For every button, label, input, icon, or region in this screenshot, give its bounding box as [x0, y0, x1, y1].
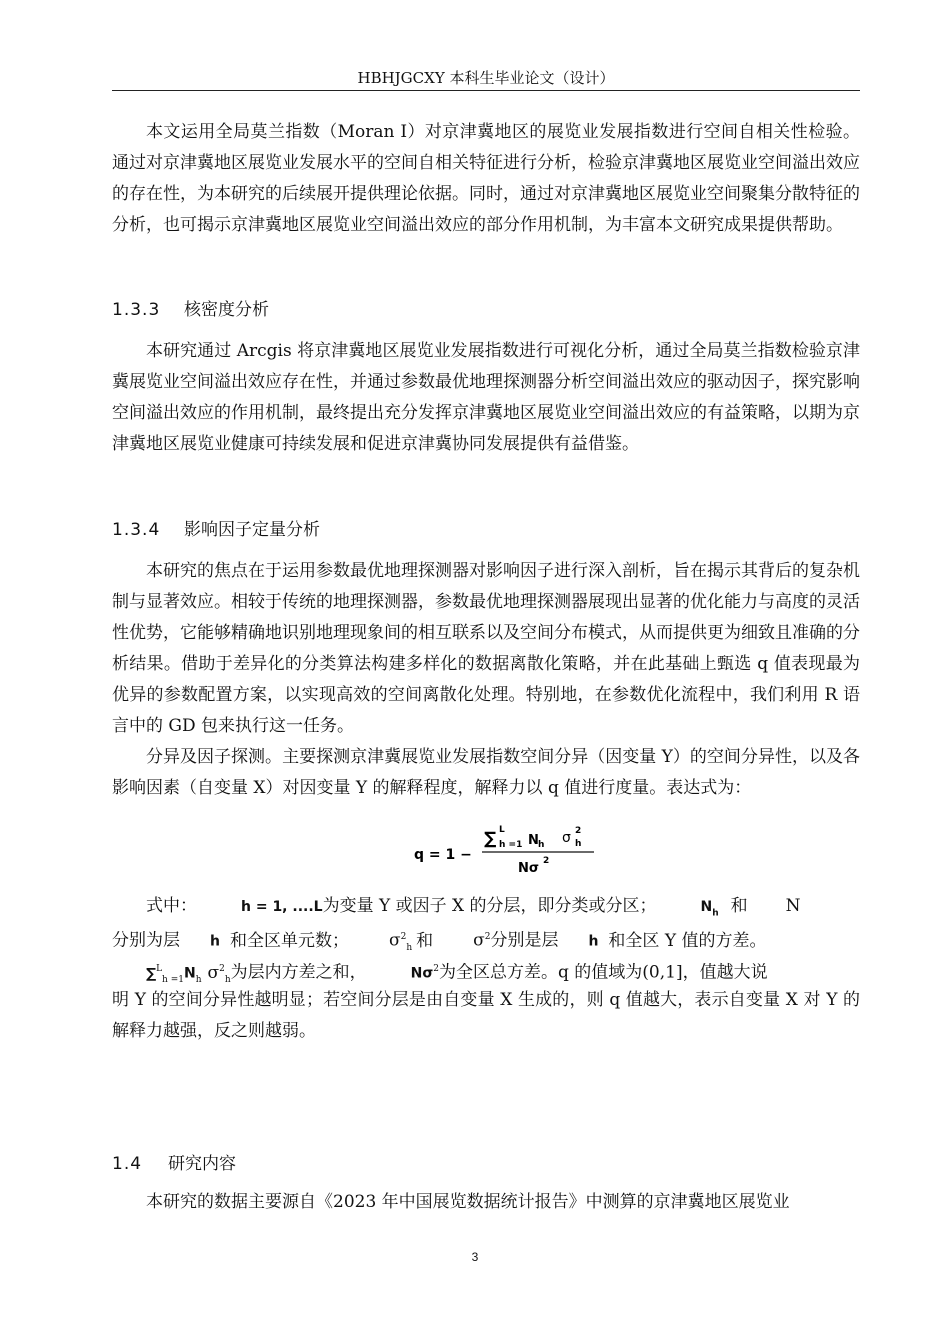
- formula-sum-sub: h =1: [499, 840, 523, 850]
- page-number: 3: [471, 1250, 479, 1264]
- section-title: 核密度分析: [184, 300, 269, 320]
- section-heading-1-3-4: [112, 518, 320, 542]
- sym-h: h: [588, 933, 599, 950]
- sym-n: N: [785, 896, 801, 916]
- sym-h: h: [210, 933, 220, 950]
- where-text: 和全区 Y 值的方差。: [608, 930, 767, 951]
- where-text: 和: [730, 896, 748, 916]
- formula-denominator: Nσ: [518, 861, 540, 876]
- section-1-3-3-block: [112, 336, 860, 460]
- where-text: 和: [416, 930, 434, 951]
- sym-n-sigma-sup: 2: [433, 964, 439, 974]
- intro-paragraph: 本文运用全局莫兰指数（Moran I）对京津冀地区的展览业发展指数进行空间自相关性检验。通过对京津冀地区展览业发展水平的空间自相关特征进行分析，检验京津冀地区展览业空间溢出效应的存在性，为本研究的后续展开提供理论依据。同时，通过对京津冀地区展览业空间聚集分散特征的分析，也可揭示京津冀地区展览业空间溢出效应的部分作用机制，为丰富本文研究成果提供帮助。: [112, 122, 860, 235]
- sym-nh-sub: h: [712, 908, 719, 919]
- formula-n: N: [528, 833, 539, 848]
- sym-sigma-sup: 2: [484, 932, 491, 942]
- sym-sum-sub: h =1: [162, 975, 184, 986]
- formula-sigma-sup: 2: [575, 826, 582, 836]
- section-1-3-4-block: [112, 556, 860, 804]
- section-number: 1.3.3: [112, 300, 161, 320]
- formula-n-sub: h: [538, 840, 545, 850]
- header-rule: [112, 90, 860, 91]
- formula-sum: ∑: [484, 829, 497, 849]
- where-text: 为变量 Y 或因子 X 的分层，即分类或分区；: [322, 896, 657, 916]
- where-text: 为全区总方差。q 的值域为(0,1]，值越大说: [439, 962, 768, 983]
- section-title: 影响因子定量分析: [184, 520, 320, 540]
- section-1-3-4-paragraph-1: 本研究的焦点在于运用参数最优地理探测器对影响因子进行深入剖析，旨在揭示其背后的复杂机制与显著效应。相较于传统的地理探测器，参数最优地理探测器展现出显著的优化能力与高度的灵活性优势，它能够精确地识别地理现象间的相互联系以及空间分布模式，从而提供更为细致且准确的分析结果。借助于差异化的分类算法构建多样化的数据离散化策略，并在此基础上甄选 q 值表现最为优异的参数配置方案，以实现高效的空间离散化处理。特别地，在参数优化流程中，我们利用 R 语言中的 GD 包来执行这一任务。: [112, 561, 860, 736]
- where-text: 和全区单元数；: [229, 930, 349, 951]
- where-text: 分别是层: [490, 930, 559, 951]
- sym-sigma-h: σ: [388, 930, 401, 951]
- sym-sigma-h-sup: 2: [400, 932, 407, 942]
- sym-n-sigma: Nσ: [410, 965, 434, 982]
- sym-sigma-h-sub: h: [406, 943, 413, 954]
- section-1-3-3-paragraph: 本研究通过 Arcgis 将京津冀地区展览业发展指数进行可视化分析，通过全局莫兰指数检验京津冀展览业空间溢出效应存在性，并通过参数最优地理探测器分析空间溢出效应的驱动因子，探究影响空间溢出效应的作用机制，最终提出充分发挥京津冀地区展览业空间溢出效应的有益策略，以期为京津冀地区展览业健康可持续发展和促进京津冀协同发展提供有益借鉴。: [112, 341, 860, 454]
- formula-sum-sup: L: [499, 825, 505, 835]
- formula-sigma-sub: h: [575, 839, 582, 849]
- where-text: 为层内方差之和，: [230, 962, 367, 983]
- q-statistic-formula: [412, 822, 612, 876]
- sym-nh: N: [700, 899, 713, 915]
- sym-sum-sigma: σ: [207, 962, 220, 983]
- page-header: HBHJGCXY 本科生毕业论文（设计）: [357, 69, 615, 87]
- section-heading-1-3-3: [112, 298, 269, 322]
- section-number: 1.4: [112, 1154, 143, 1174]
- section-title: 研究内容: [168, 1154, 236, 1174]
- section-1-4-paragraph: 本研究的数据主要源自《2023 年中国展览数据统计报告》中测算的京津冀地区展览业: [146, 1192, 790, 1212]
- formula-denominator-sup: 2: [543, 856, 550, 866]
- sym-sum-sigma-sub: h: [224, 975, 231, 986]
- sym-h-range: h = 1, ....L: [241, 899, 323, 915]
- sym-sum-n: N: [183, 965, 196, 982]
- formula-lhs: q = 1 −: [414, 847, 472, 863]
- section-1-3-4-tail: [112, 985, 860, 1047]
- formula-sigma: σ: [562, 830, 571, 846]
- where-text: 分别为层: [112, 930, 180, 951]
- where-lead: 式中：: [146, 896, 197, 916]
- section-number: 1.3.4: [112, 520, 161, 540]
- section-1-3-4-tail-paragraph: 明 Y 的空间分异性越明显；若空间分层是由自变量 X 生成的，则 q 值越大，表示自变量 X 对 Y 的解释力越强，反之则越弱。: [112, 990, 860, 1041]
- intro-block: [112, 117, 860, 241]
- sym-sum: ∑: [146, 965, 157, 982]
- section-1-4-block: [112, 1187, 860, 1218]
- section-heading-1-4: [112, 1152, 236, 1176]
- sym-sigma: σ: [473, 930, 485, 951]
- sym-sum-sup: L: [156, 964, 163, 974]
- section-1-3-4-paragraph-2: 分异及因子探测。主要探测京津冀展览业发展指数空间分异（因变量 Y）的空间分异性，以及各影响因素（自变量 X）对因变量 Y 的解释程度，解释力以 q 值进行度量。表达式为：: [112, 747, 860, 798]
- sym-sum-sigma-sup: 2: [219, 964, 225, 974]
- sym-sum-n-sub: h: [195, 975, 202, 986]
